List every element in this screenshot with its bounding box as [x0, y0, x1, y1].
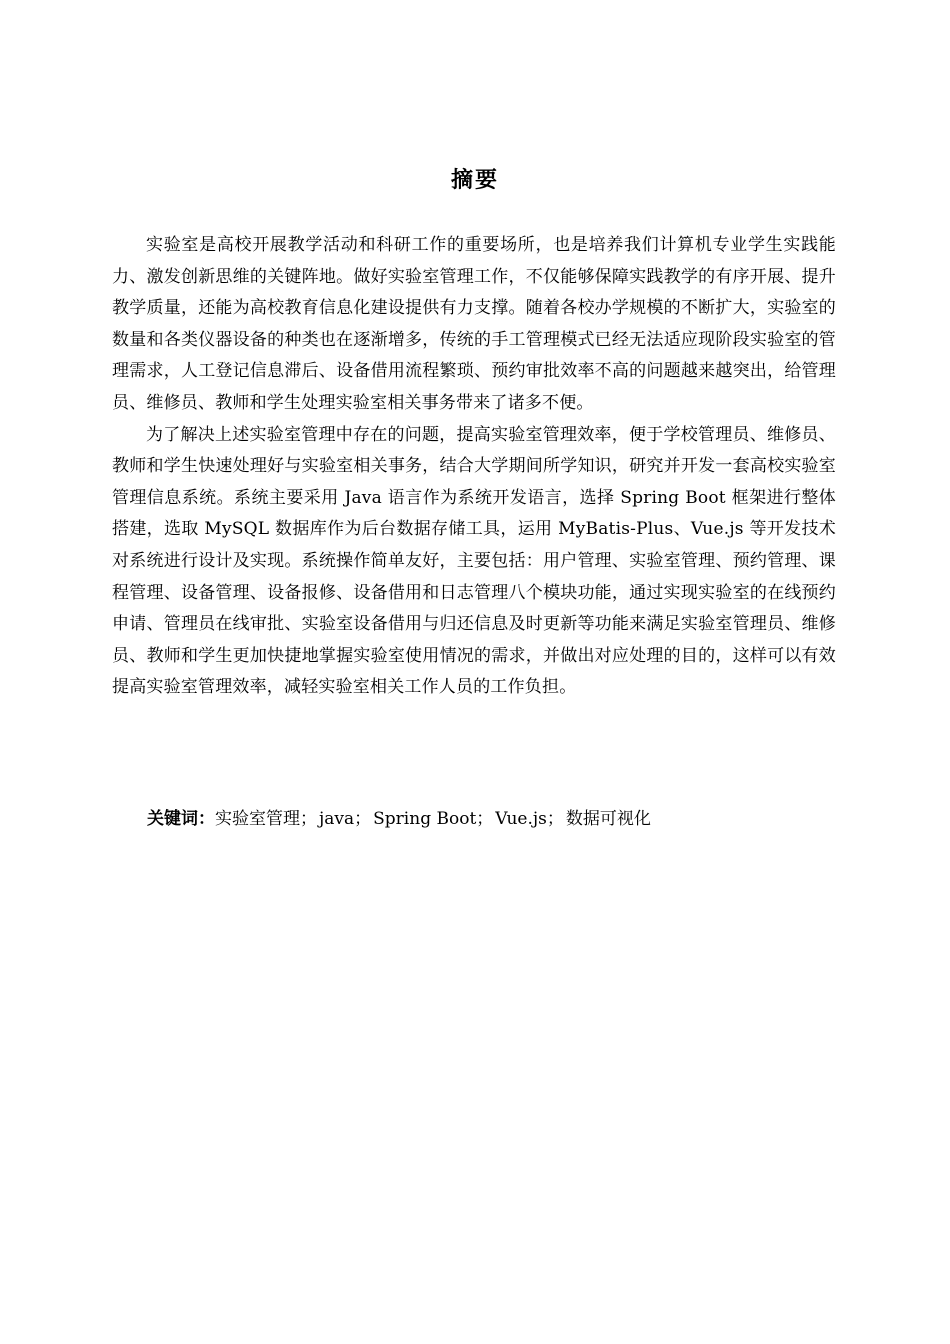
keyword-separator: ； [476, 809, 494, 829]
keyword-separator: ； [546, 809, 564, 829]
keyword-item: java [319, 809, 355, 829]
keywords-label: 关键词： [147, 809, 215, 829]
keyword-item: Spring Boot [373, 809, 477, 829]
abstract-body [112, 230, 836, 704]
abstract-paragraph-2: 为了解决上述实验室管理中存在的问题，提高实验室管理效率，便于学校管理员、维修员、教师和学生快速处理好与实验室相关事务，结合大学期间所学知识，研究并开发一套高校实验室管理信息系统。系统主要采用 Java 语言作为系统开发语言，选择 Spring Boot 框架进行整体搭建，选取 MySQL 数据库作为后台数据存储工具，运用 MyBatis-Plus、Vue.js 等开发技术对系统进行设计及实现。系统操作简单友好，主要包括：用户管理、实验室管理、预约管理、课程管理、设备管理、设备报修、设备借用和日志管理八个模块功能，通过实现实验室的在线预约申请、管理员在线审批、实验室设备借用与归还信息及时更新等功能来满足实验室管理员、维修员、教师和学生更加快捷地掌握实验室使用情况的需求，并做出对应处理的目的，这样可以有效提高实验室管理效率，减轻实验室相关工作人员的工作负担。 [112, 424, 836, 698]
keyword-item: 实验室管理 [215, 809, 300, 829]
keyword-item: 数据可视化 [565, 809, 651, 829]
keyword-item: Vue.js [495, 809, 547, 829]
keyword-separator: ； [354, 809, 372, 829]
abstract-title: 摘要 [450, 168, 499, 193]
keywords-line [147, 804, 847, 834]
keyword-separator: ； [300, 809, 317, 829]
abstract-paragraph-1: 实验室是高校开展教学活动和科研工作的重要场所，也是培养我们计算机专业学生实践能力、激发创新思维的关键阵地。做好实验室管理工作，不仅能够保障实践教学的有序开展、提升教学质量，还能为高校教育信息化建设提供有力支撑。随着各校办学规模的不断扩大，实验室的数量和各类仪器设备的种类也在逐渐增多，传统的手工管理模式已经无法适应现阶段实验室的管理需求，人工登记信息滞后、设备借用流程繁琐、预约审批效率不高的问题越来越突出，给管理员、维修员、教师和学生处理实验室相关事务带来了诸多不便。 [112, 235, 836, 413]
